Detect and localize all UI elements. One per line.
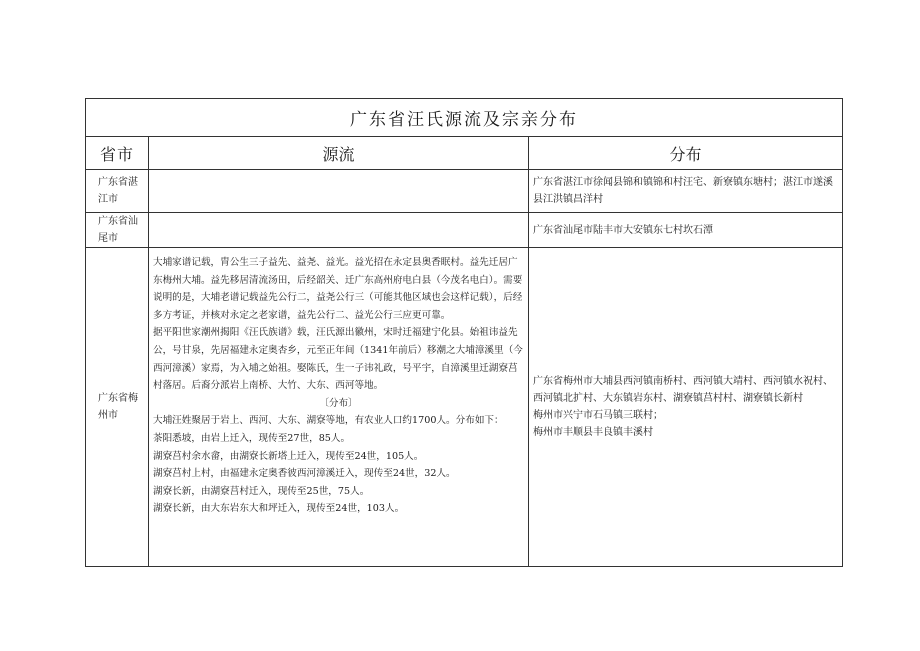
- header-province: 省市: [86, 137, 149, 170]
- origin-line: 湖寮长新，由湖寮莒村迁入，现传至25世，75人。: [153, 485, 370, 497]
- origin-paragraph: 大埔家谱记载，胄公生三子益先、益尧、益光。益光招在永定县奥香眠村。益先迁居广东梅州大埔。益先移居清流汤田，后经韶关、迁广东高州府电白县（今茂名电白）。需要说明的是，大埔老谱记载益先公行二，益尧公行三（可能其他区域也会这样记载），后经多方考证，并核对永定之老家谱，益先公行二、益光公行三应更可靠。: [153, 257, 523, 321]
- origin-paragraph: 大埔汪姓聚居于岩上、西河、大东、湖寮等地，有农业人口约1700人。分布如下：: [153, 415, 504, 427]
- origin-paragraph: 据平阳世家潮州揭阳《汪氏族谱》载，汪氏源出徽州，宋时迁福建宁化县。始祖讳益先公，号甘泉，先居福建永定奥杏乡，元至正年间（1341年前后）移潮之大埔漳溪里（今西河漳溪）家焉，为入埔之始祖。娶陈氏，生一子讳礼政，号平宇，自漳溪里迁湖寮莒村落居。后裔分派岩上南桥、大竹、大东、西河等地。: [153, 327, 523, 392]
- distribution-text: 广东省梅州市大埔县西河镇南桥村、西河镇大靖村、西河镇水祝村、西河镇北扩村、大东镇岩东村、湖寮镇莒村村、湖寮镇长新村: [533, 376, 833, 404]
- origin-line: 茶阳悉坡，由岩上迁入，现传至27世，85人。: [153, 432, 351, 444]
- header-origin: 源流: [149, 137, 529, 170]
- distribution-text: 广东省汕尾市陆丰市大安镇东七村坎石潭: [533, 224, 713, 236]
- table-row: [86, 170, 843, 213]
- province-cell: 广东省梅州市: [86, 248, 149, 567]
- distribution-text: 梅州市丰顺县丰良镇丰溪村: [533, 427, 653, 438]
- lineage-table: [85, 98, 843, 567]
- distribution-text: 梅州市兴宁市石马镇三联村；: [533, 410, 663, 421]
- table-row: [86, 213, 843, 248]
- origin-cell: [149, 248, 529, 567]
- distribution-cell: [529, 213, 843, 248]
- origin-line: 湖寮莒村上村，由福建永定奥香彼西河漳溪迁入，现传至24世，32人。: [153, 468, 456, 480]
- distribution-cell: [529, 248, 843, 567]
- origin-cell: [149, 213, 529, 248]
- origin-cell: [149, 170, 529, 213]
- table-row: [86, 248, 843, 567]
- origin-line: 湖寮莒村余水畲，由湖寮长新塔上迁入，现传至24世，105人。: [153, 450, 424, 462]
- province-cell: 广东省湛江市: [86, 170, 149, 213]
- origin-line: 湖寮长新，由大东岩东大和坪迁入，现传至24世，103人。: [153, 503, 405, 515]
- header-distribution: 分布: [529, 137, 843, 170]
- distribution-cell: [529, 170, 843, 213]
- province-cell: 广东省汕尾市: [86, 213, 149, 248]
- table-title: 广东省汪氏源流及宗亲分布: [86, 99, 843, 137]
- distribution-text: 广东省湛江市徐闻县锦和镇锦和村汪宅、新寮镇东塘村；湛江市遂溪县江洪镇昌洋村: [533, 177, 833, 205]
- origin-subheading: 〔分布〕: [319, 397, 358, 409]
